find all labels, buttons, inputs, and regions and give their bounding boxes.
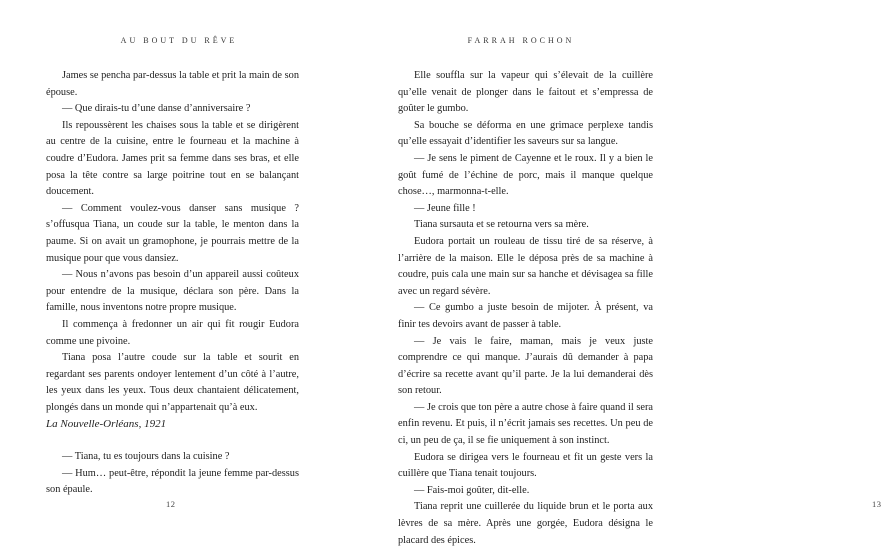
paragraph: — Tiana, tu es toujours dans la cuisine ? — [62, 451, 230, 463]
section-heading: La Nouvelle-Orléans, 1921 — [46, 418, 167, 431]
left-page — [0, 0, 350, 537]
paragraph: — Je vais le faire, maman, mais je veux juste comprendre ce qui manque. J’aurais dû demander à papa d’écrire sa recette avant qu’il parte. Je la lui demanderai dès son retour. — [398, 335, 653, 397]
paragraph: — Comment voulez-vous danser sans musique ? s’offusqua Tiana, un coude sur la table, le menton dans la paume. Si on avait un gramophone, je pourrais mettre de la musique pour que vous dansiez. — [46, 202, 299, 264]
paragraph: Ils repoussèrent les chaises sous la table et se dirigèrent au centre de la cuisine, entre le fourneau et la machine à coudre d’Eudora. James prit sa femme dans ses bras, et elle posa la tête contre sa large poitrine tout en se balançant doucement. — [46, 119, 299, 198]
paragraph: — Que dirais-tu d’une danse d’anniversaire ? — [62, 103, 251, 115]
paragraph: — Je sens le piment de Cayenne et le roux. Il y a bien le goût fumé de l’échine de porc, mais il manque quelque chose…, marmonna-t-elle. — [398, 152, 653, 198]
running-head-left: AU BOUT DU RÊVE — [120, 36, 238, 45]
paragraph: — Nous n’avons pas besoin d’un appareil aussi coûteux pour entendre de la musique, déclara son père. Dans la famille, nous inventons notre propre musique. — [46, 269, 299, 314]
paragraph: Tiana reprit une cuillerée du liquide brun et le porta aux lèvres de sa mère. Après une gorgée, Eudora désigna le placard des épices. — [398, 501, 653, 546]
paragraph: Tiana sursauta et se retourna vers sa mère. — [414, 219, 589, 231]
paragraph: Tiana posa l’autre coude sur la table et sourit en regardant ses parents ondoyer lentement d’un côté à l’autre, les yeux dans les yeux. Tous deux chantaient délicatement, plongés dans un monde qui n’appartenait qu’à eux. — [46, 352, 299, 413]
paragraph: Il commença à fredonner un air qui fit rougir Eudora comme une pivoine. — [46, 318, 299, 347]
paragraph: Eudora se dirigea vers le fourneau et fit un geste vers la cuillère que Tiana tenait toujours. — [398, 451, 653, 480]
paragraph: — Fais-moi goûter, dit-elle. — [414, 484, 530, 496]
paragraph: Elle souffla sur la vapeur qui s’élevait de la cuillère qu’elle venait de plonger dans le faitout et s’empressa de goûter le gumbo. — [398, 70, 653, 115]
paragraph: James se pencha par-dessus la table et prit la main de son épouse. — [46, 70, 299, 98]
paragraph: — Jeune fille ! — [414, 202, 476, 214]
paragraph: — Hum… peut-être, répondit la jeune femme par-dessus son épaule. — [46, 467, 299, 496]
paragraph: — Je crois que ton père a autre chose à faire quand il sera enfin revenu. Et puis, il n’écrit jamais ses recettes. Un peu de ci, un peu de ça, il se fie uniquement à son instinct. — [398, 401, 653, 447]
page-number-right: 13 — [872, 499, 882, 509]
paragraph: — Ce gumbo a juste besoin de mijoter. À présent, va finir tes devoirs avant de passer à table. — [398, 302, 653, 330]
right-text-block — [398, 68, 653, 549]
paragraph: Eudora portait un rouleau de tissu tiré de sa réserve, à l’arrière de la maison. Elle le déposa près de sa machine à coudre, puis cala une main sur sa hanche et dévisagea sa fille avec un regard sévère. — [398, 235, 653, 297]
page-number-left: 12 — [166, 499, 176, 509]
running-head-right: FARRAH ROCHON — [467, 36, 575, 45]
left-text-block — [46, 68, 299, 499]
paragraph: Sa bouche se déforma en une grimace perplexe tandis qu’elle essayait d’identifier les saveurs sur sa langue. — [398, 119, 653, 148]
